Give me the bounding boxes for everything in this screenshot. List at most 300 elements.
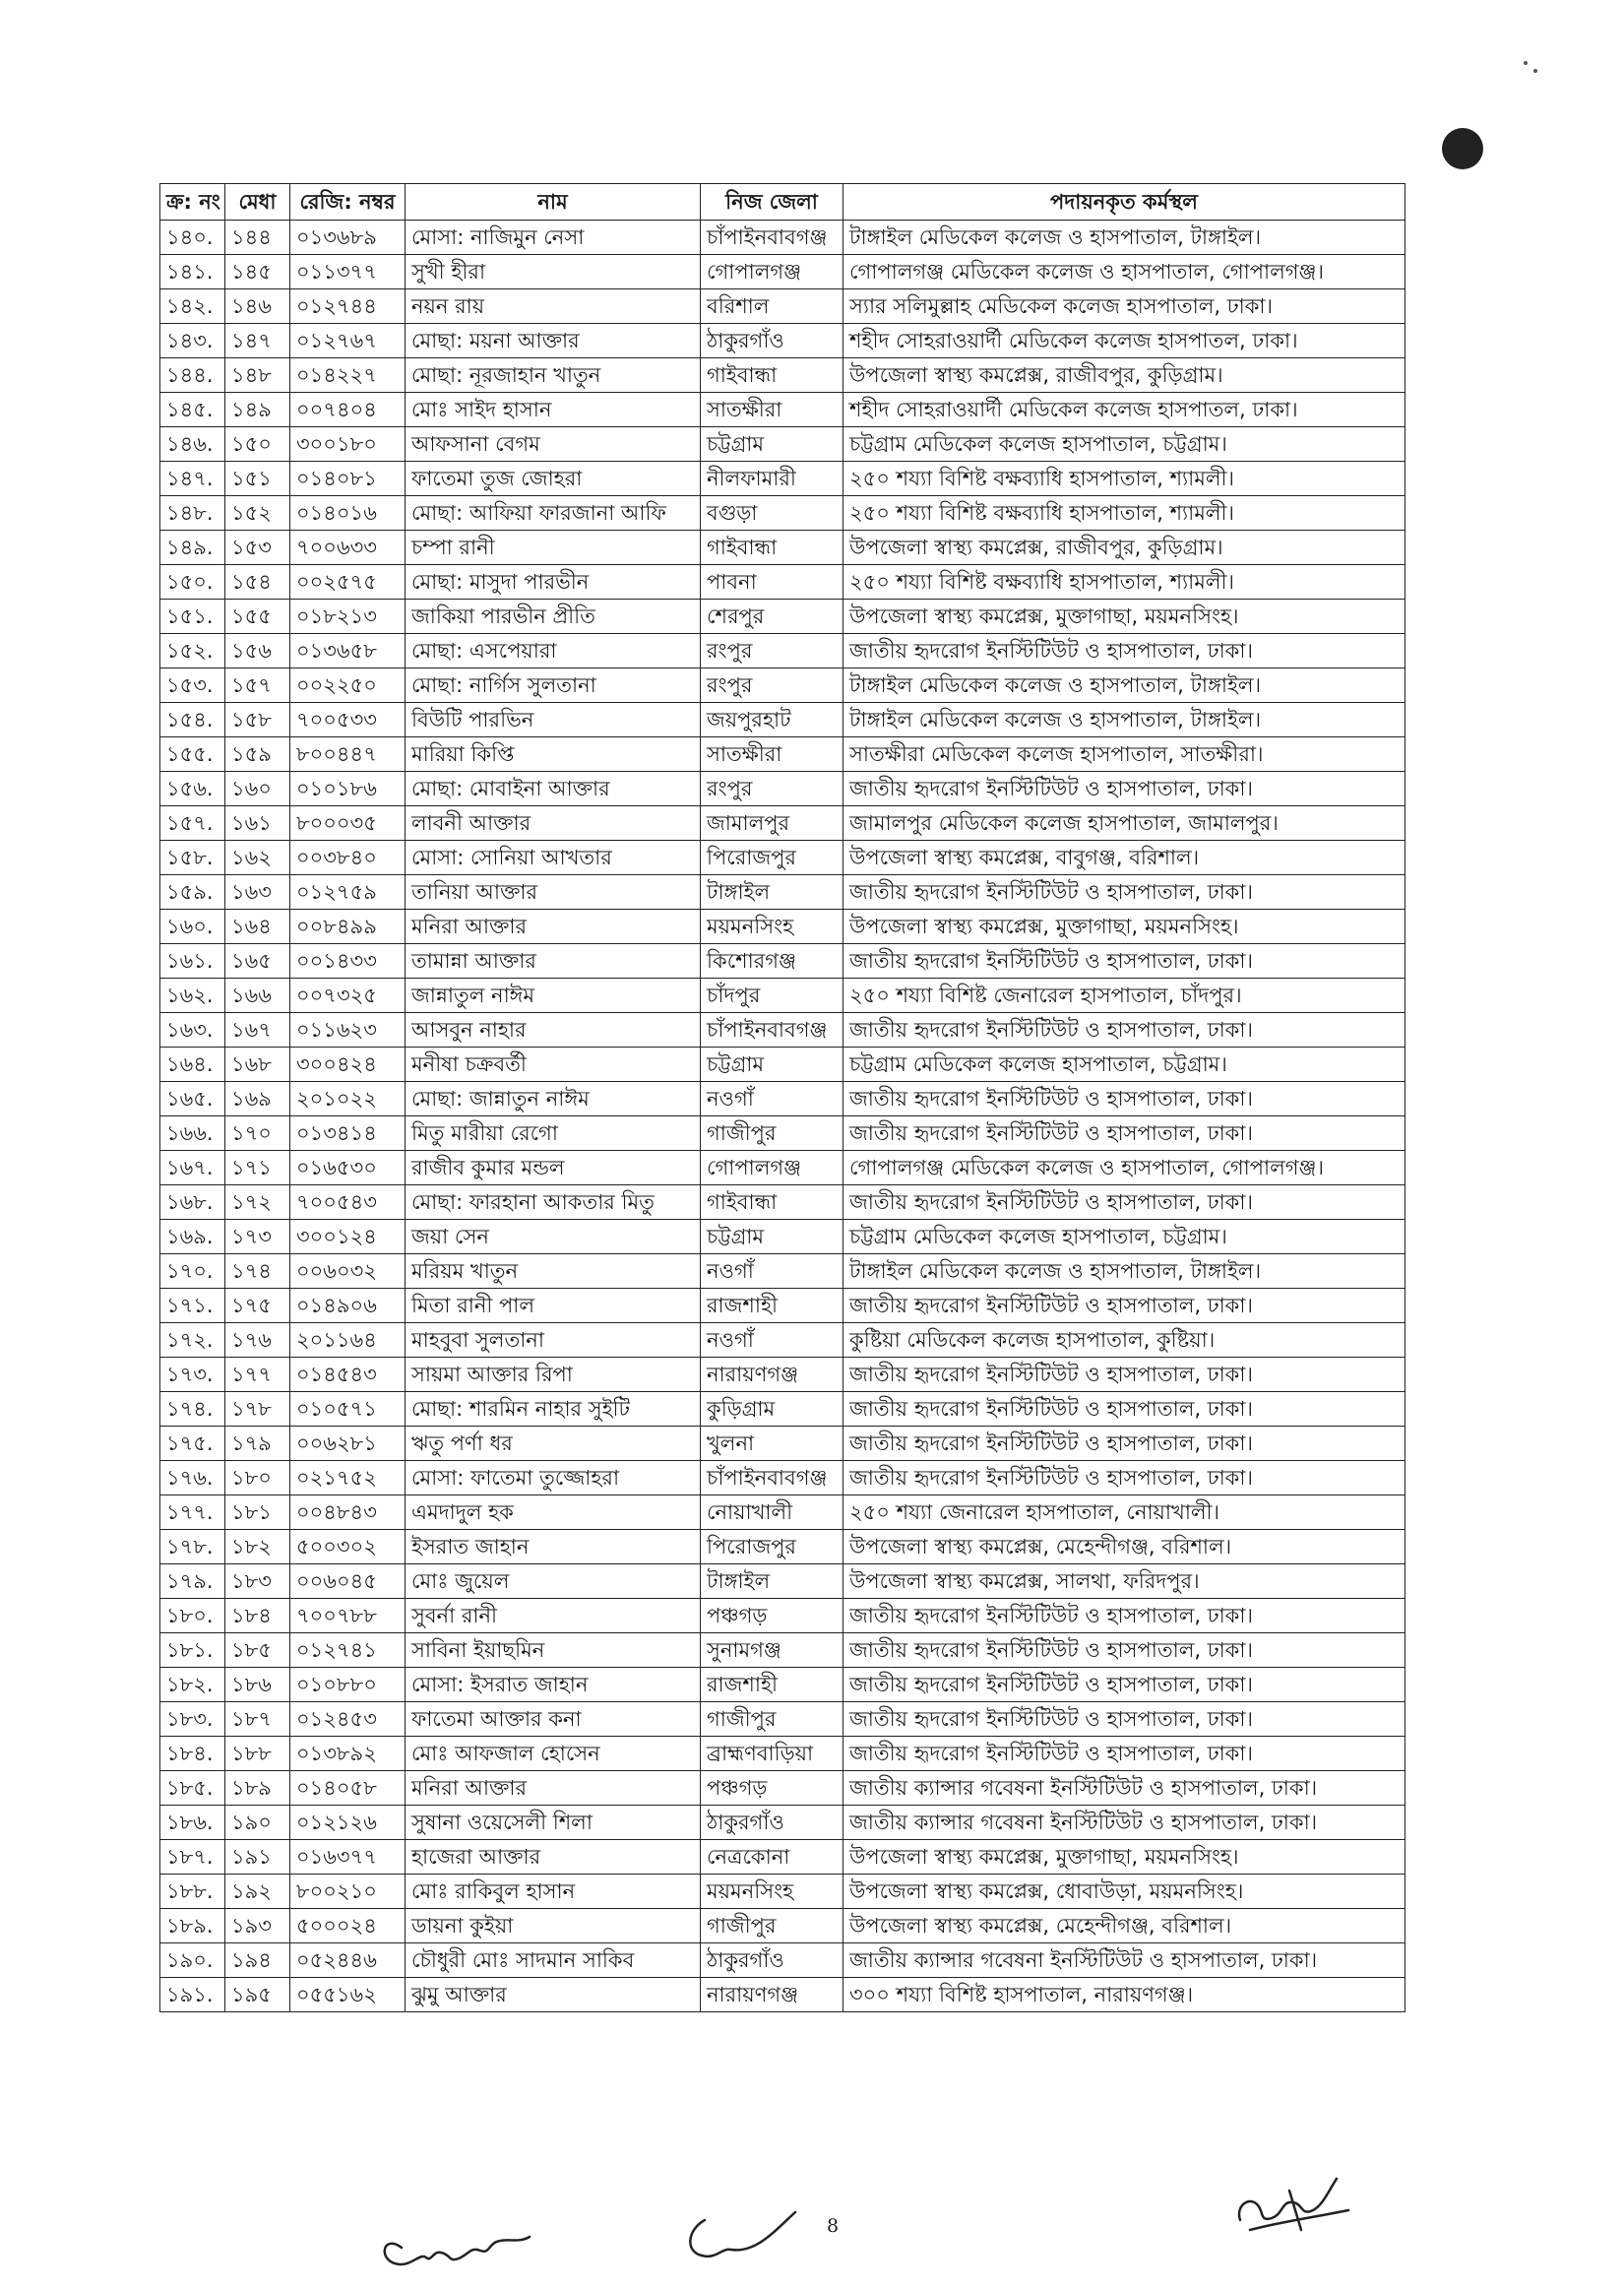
merit-cell: ১৫১: [225, 462, 290, 496]
posted-workplace-cell: উপজেলা স্বাস্থ্য কমপ্লেক্স, ধোবাউড়া, ময়মনসিংহ।: [843, 1875, 1405, 1909]
posted-workplace-cell: গোপালগঞ্জ মেডিকেল কলেজ ও হাসপাতাল, গোপালগঞ্জ।: [843, 255, 1405, 289]
home-district-cell: গাজীপুর: [701, 1702, 843, 1737]
reg-number-cell: ৩০০১৮০: [290, 427, 406, 462]
posted-workplace-cell: জাতীয় হৃদরোগ ইনস্টিটিউট ও হাসপাতাল, ঢাকা।: [843, 1013, 1405, 1048]
posted-workplace-cell: জাতীয় ক্যান্সার গবেষনা ইনস্টিটিউট ও হাসপাতাল, ঢাকা।: [843, 1943, 1405, 1978]
posted-workplace-cell: ৩০০ শয্যা বিশিষ্ট হাসপাতাল, নারায়ণগঞ্জ।: [843, 1978, 1405, 2012]
name-cell: ঝুমু আক্তার: [406, 1978, 701, 2012]
reg-number-cell: ০১০৮৮০: [290, 1668, 406, 1702]
home-district-cell: গোপালগঞ্জ: [701, 1151, 843, 1185]
reg-number-cell: ০১৪৯০৬: [290, 1289, 406, 1323]
name-cell: মনিরা আক্তার: [406, 1771, 701, 1806]
reg-number-cell: ০১৩৪১৪: [290, 1116, 406, 1151]
serial-cell: ১৫২.: [160, 634, 225, 668]
table-row: [160, 393, 1405, 427]
merit-cell: ১৮০: [225, 1461, 290, 1495]
name-cell: সুবর্না রানী: [406, 1599, 701, 1633]
reg-number-cell: ০১১৬২৩: [290, 1013, 406, 1048]
home-district-cell: ব্রাহ্মণবাড়িয়া: [701, 1737, 843, 1771]
home-district-cell: নারায়ণগঞ্জ: [701, 1358, 843, 1392]
name-cell: মারিয়া কিপ্তি: [406, 737, 701, 772]
merit-cell: ১৫০: [225, 427, 290, 462]
table-row: [160, 1599, 1405, 1633]
posted-workplace-cell: টাঙ্গাইল মেডিকেল কলেজ ও হাসপাতাল, টাঙ্গাইল।: [843, 668, 1405, 703]
home-district-cell: ঠাকুরগাঁও: [701, 1806, 843, 1840]
home-district-cell: সাতক্ষীরা: [701, 393, 843, 427]
merit-cell: ১৮২: [225, 1530, 290, 1564]
home-district-cell: কিশোরগঞ্জ: [701, 944, 843, 979]
merit-cell: ১৭৬: [225, 1323, 290, 1358]
reg-number-cell: ০১২১২৬: [290, 1806, 406, 1840]
merit-cell: ১৪৬: [225, 289, 290, 324]
name-cell: ফাতেমা আক্তার কনা: [406, 1702, 701, 1737]
serial-cell: ১৬৬.: [160, 1116, 225, 1151]
serial-cell: ১৮১.: [160, 1633, 225, 1668]
merit-cell: ১৫৩: [225, 531, 290, 565]
name-cell: রাজীব কুমার মন্ডল: [406, 1151, 701, 1185]
table-row: [160, 1978, 1405, 2012]
posted-workplace-cell: ২৫০ শয্যা বিশিষ্ট বক্ষব্যাধি হাসপাতাল, শ্যামলী।: [843, 565, 1405, 600]
name-cell: মোছা: নূরজাহান খাতুন: [406, 358, 701, 393]
serial-cell: ১৬৪.: [160, 1048, 225, 1082]
table-row: [160, 841, 1405, 875]
serial-cell: ১৬৩.: [160, 1013, 225, 1048]
merit-cell: ১৮৪: [225, 1599, 290, 1633]
reg-number-cell: ০০২২৫০: [290, 668, 406, 703]
reg-number-cell: ০১৪৫৪৩: [290, 1358, 406, 1392]
table-row: [160, 565, 1405, 600]
home-district-cell: জামালপুর: [701, 806, 843, 841]
name-cell: মোছা: ফারহানা আকতার মিতু: [406, 1185, 701, 1220]
merit-cell: ১৭৯: [225, 1427, 290, 1461]
serial-cell: ১৮৩.: [160, 1702, 225, 1737]
serial-cell: ১৪৯.: [160, 531, 225, 565]
posted-workplace-cell: উপজেলা স্বাস্থ্য কমপ্লেক্স, মেহেন্দীগঞ্জ, বরিশাল।: [843, 1909, 1405, 1943]
posted-workplace-cell: জাতীয় হৃদরোগ ইনস্টিটিউট ও হাসপাতাল, ঢাকা।: [843, 1461, 1405, 1495]
posted-workplace-cell: জাতীয় হৃদরোগ ইনস্টিটিউট ও হাসপাতাল, ঢাকা।: [843, 1633, 1405, 1668]
serial-cell: ১৪১.: [160, 255, 225, 289]
reg-number-cell: ০০২৫৭৫: [290, 565, 406, 600]
home-district-cell: টাঙ্গাইল: [701, 875, 843, 910]
table-row: [160, 668, 1405, 703]
home-district-cell: গাইবান্ধা: [701, 1185, 843, 1220]
name-cell: তামান্না আক্তার: [406, 944, 701, 979]
serial-cell: ১৪৪.: [160, 358, 225, 393]
home-district-cell: ঠাকুরগাঁও: [701, 1943, 843, 1978]
reg-number-cell: ০১৩৬৫৮: [290, 634, 406, 668]
table-row: [160, 1495, 1405, 1530]
posted-workplace-cell: ২৫০ শয্যা বিশিষ্ট বক্ষব্যাধি হাসপাতাল, শ্যামলী।: [843, 496, 1405, 531]
serial-cell: ১৫৪.: [160, 703, 225, 737]
serial-cell: ১৭৪.: [160, 1392, 225, 1427]
serial-cell: ১৫০.: [160, 565, 225, 600]
table-row: [160, 1082, 1405, 1116]
posted-workplace-cell: জাতীয় হৃদরোগ ইনস্টিটিউট ও হাসপাতাল, ঢাকা।: [843, 1358, 1405, 1392]
name-cell: ইসরাত জাহান: [406, 1530, 701, 1564]
merit-cell: ১৬২: [225, 841, 290, 875]
table-row: [160, 289, 1405, 324]
signature-2: [677, 2191, 805, 2269]
reg-number-cell: ০১২৭৪৪: [290, 289, 406, 324]
reg-number-cell: ৮০০২১০: [290, 1875, 406, 1909]
name-cell: মোঃ আফজাল হোসেন: [406, 1737, 701, 1771]
posted-workplace-cell: জাতীয় হৃদরোগ ইনস্টিটিউট ও হাসপাতাল, ঢাকা।: [843, 944, 1405, 979]
header-posted-workplace: পদায়নকৃত কর্মস্থল: [843, 184, 1405, 221]
merit-cell: ১৪৭: [225, 324, 290, 358]
home-district-cell: কুড়িগ্রাম: [701, 1392, 843, 1427]
home-district-cell: জয়পুরহাট: [701, 703, 843, 737]
home-district-cell: চট্টগ্রাম: [701, 427, 843, 462]
posted-workplace-cell: জাতীয় হৃদরোগ ইনস্টিটিউট ও হাসপাতাল, ঢাকা।: [843, 1116, 1405, 1151]
table-row: [160, 944, 1405, 979]
reg-number-cell: ৩০০১২৪: [290, 1220, 406, 1254]
name-cell: মোছা: নার্গিস সুলতানা: [406, 668, 701, 703]
reg-number-cell: ০০৬০৩২: [290, 1254, 406, 1289]
reg-number-cell: ৭০০৫৩৩: [290, 703, 406, 737]
name-cell: মোসা: নাজিমুন নেসা: [406, 221, 701, 255]
posted-workplace-cell: চট্টগ্রাম মেডিকেল কলেজ হাসপাতাল, চট্টগ্রাম।: [843, 427, 1405, 462]
table-row: [160, 910, 1405, 944]
merit-cell: ১৯৩: [225, 1909, 290, 1943]
merit-cell: ১৭৩: [225, 1220, 290, 1254]
table-row: [160, 1943, 1405, 1978]
punch-hole-mark: [1442, 128, 1483, 169]
merit-cell: ১৭৭: [225, 1358, 290, 1392]
home-district-cell: নওগাঁ: [701, 1323, 843, 1358]
reg-number-cell: ৫০০০২৪: [290, 1909, 406, 1943]
home-district-cell: পিরোজপুর: [701, 1530, 843, 1564]
name-cell: মিতা রানী পাল: [406, 1289, 701, 1323]
posted-workplace-cell: ২৫০ শয্যা বিশিষ্ট বক্ষব্যাধি হাসপাতাল, শ্যামলী।: [843, 462, 1405, 496]
home-district-cell: টাঙ্গাইল: [701, 1564, 843, 1599]
home-district-cell: সুনামগঞ্জ: [701, 1633, 843, 1668]
home-district-cell: গাজীপুর: [701, 1116, 843, 1151]
name-cell: চম্পা রানী: [406, 531, 701, 565]
header-reg-number: রেজি: নম্বর: [290, 184, 406, 221]
home-district-cell: চট্টগ্রাম: [701, 1048, 843, 1082]
posted-workplace-cell: ২৫০ শয্যা জেনারেল হাসপাতাল, নোয়াখালী।: [843, 1495, 1405, 1530]
merit-cell: ১৭২: [225, 1185, 290, 1220]
posted-workplace-cell: উপজেলা স্বাস্থ্য কমপ্লেক্স, মেহেন্দীগঞ্জ, বরিশাল।: [843, 1530, 1405, 1564]
home-district-cell: চাঁপাইনবাবগঞ্জ: [701, 1461, 843, 1495]
table-row: [160, 1633, 1405, 1668]
home-district-cell: গাইবান্ধা: [701, 531, 843, 565]
reg-number-cell: ৮০০০৩৫: [290, 806, 406, 841]
posted-workplace-cell: জাতীয় হৃদরোগ ইনস্টিটিউট ও হাসপাতাল, ঢাকা।: [843, 1599, 1405, 1633]
serial-cell: ১৯১.: [160, 1978, 225, 2012]
serial-cell: ১৮৮.: [160, 1875, 225, 1909]
serial-cell: ১৮২.: [160, 1668, 225, 1702]
reg-number-cell: ০১০৫৭১: [290, 1392, 406, 1427]
posted-workplace-cell: উপজেলা স্বাস্থ্য কমপ্লেক্স, সালথা, ফরিদপুর।: [843, 1564, 1405, 1599]
name-cell: মনীষা চক্রবর্তী: [406, 1048, 701, 1082]
serial-cell: ১৪৮.: [160, 496, 225, 531]
paper-speck: [1524, 61, 1528, 65]
reg-number-cell: ৫০০৩০২: [290, 1530, 406, 1564]
table-row: [160, 1323, 1405, 1358]
merit-cell: ১৫৬: [225, 634, 290, 668]
table-row: [160, 221, 1405, 255]
home-district-cell: রংপুর: [701, 634, 843, 668]
header-home-district: নিজ জেলা: [701, 184, 843, 221]
header-name: নাম: [406, 184, 701, 221]
home-district-cell: বরিশাল: [701, 289, 843, 324]
reg-number-cell: ০১২৪৫৩: [290, 1702, 406, 1737]
name-cell: লাবনী আক্তার: [406, 806, 701, 841]
name-cell: ফাতেমা তুজ জোহরা: [406, 462, 701, 496]
posted-workplace-cell: চট্টগ্রাম মেডিকেল কলেজ হাসপাতাল, চট্টগ্রাম।: [843, 1220, 1405, 1254]
home-district-cell: নেত্রকোনা: [701, 1840, 843, 1875]
signature-1: [372, 2203, 559, 2282]
serial-cell: ১৭৫.: [160, 1427, 225, 1461]
merit-cell: ১৮৭: [225, 1702, 290, 1737]
table-row: [160, 1048, 1405, 1082]
serial-cell: ১৬৯.: [160, 1220, 225, 1254]
merit-cell: ১৭৮: [225, 1392, 290, 1427]
serial-cell: ১৪৫.: [160, 393, 225, 427]
table-row: [160, 531, 1405, 565]
serial-cell: ১৮৯.: [160, 1909, 225, 1943]
table-row: [160, 1116, 1405, 1151]
table-row: [160, 1737, 1405, 1771]
name-cell: মোসা: সোনিয়া আখতার: [406, 841, 701, 875]
home-district-cell: খুলনা: [701, 1427, 843, 1461]
merit-cell: ১৪৫: [225, 255, 290, 289]
merit-cell: ১৭১: [225, 1151, 290, 1185]
name-cell: মোঃ রাকিবুল হাসান: [406, 1875, 701, 1909]
merit-cell: ১৭০: [225, 1116, 290, 1151]
posted-workplace-cell: কুষ্টিয়া মেডিকেল কলেজ হাসপাতাল, কুষ্টিয়া।: [843, 1323, 1405, 1358]
merit-cell: ১৫৭: [225, 668, 290, 703]
posted-workplace-cell: জাতীয় হৃদরোগ ইনস্টিটিউট ও হাসপাতাল, ঢাকা।: [843, 634, 1405, 668]
posted-workplace-cell: ২৫০ শয্যা বিশিষ্ট জেনারেল হাসপাতাল, চাঁদপুর।: [843, 979, 1405, 1013]
page-number: 8: [827, 2215, 840, 2237]
table-row: [160, 1840, 1405, 1875]
posted-workplace-cell: জাতীয় হৃদরোগ ইনস্টিটিউট ও হাসপাতাল, ঢাকা।: [843, 1185, 1405, 1220]
serial-cell: ১৬৮.: [160, 1185, 225, 1220]
home-district-cell: ময়মনসিংহ: [701, 1875, 843, 1909]
home-district-cell: রাজশাহী: [701, 1289, 843, 1323]
serial-cell: ১৭৩.: [160, 1358, 225, 1392]
home-district-cell: নীলফামারী: [701, 462, 843, 496]
serial-cell: ১৪৬.: [160, 427, 225, 462]
merit-cell: ১৯৫: [225, 1978, 290, 2012]
serial-cell: ১৭৬.: [160, 1461, 225, 1495]
name-cell: এমদাদুল হক: [406, 1495, 701, 1530]
table-row: [160, 1461, 1405, 1495]
name-cell: জান্নাতুল নাঈম: [406, 979, 701, 1013]
merit-cell: ১৪৪: [225, 221, 290, 255]
home-district-cell: রংপুর: [701, 668, 843, 703]
table-header-row: [160, 184, 1405, 221]
serial-cell: ১৮৪.: [160, 1737, 225, 1771]
posted-workplace-cell: জাতীয় ক্যান্সার গবেষনা ইনস্টিটিউট ও হাসপাতাল, ঢাকা।: [843, 1806, 1405, 1840]
merit-cell: ১৮৮: [225, 1737, 290, 1771]
posted-workplace-cell: জাতীয় হৃদরোগ ইনস্টিটিউট ও হাসপাতাল, ঢাকা।: [843, 1427, 1405, 1461]
reg-number-cell: ২০১০২২: [290, 1082, 406, 1116]
table-row: [160, 1220, 1405, 1254]
posted-workplace-cell: জাতীয় হৃদরোগ ইনস্টিটিউট ও হাসপাতাল, ঢাকা।: [843, 1082, 1405, 1116]
table-row: [160, 1392, 1405, 1427]
reg-number-cell: ৩০০৪২৪: [290, 1048, 406, 1082]
merit-cell: ১৬৩: [225, 875, 290, 910]
serial-cell: ১৪০.: [160, 221, 225, 255]
posted-workplace-cell: টাঙ্গাইল মেডিকেল কলেজ ও হাসপাতাল, টাঙ্গাইল।: [843, 221, 1405, 255]
merit-cell: ১৮১: [225, 1495, 290, 1530]
reg-number-cell: ০২১৭৫২: [290, 1461, 406, 1495]
serial-cell: ১৭১.: [160, 1289, 225, 1323]
paper-speck: [1533, 69, 1537, 73]
posted-workplace-cell: উপজেলা স্বাস্থ্য কমপ্লেক্স, রাজীবপুর, কুড়িগ্রাম।: [843, 358, 1405, 393]
posted-workplace-cell: জাতীয় হৃদরোগ ইনস্টিটিউট ও হাসপাতাল, ঢাকা।: [843, 1668, 1405, 1702]
reg-number-cell: ০৫৫১৬২: [290, 1978, 406, 2012]
name-cell: সুখী হীরা: [406, 255, 701, 289]
name-cell: মরিয়ম খাতুন: [406, 1254, 701, 1289]
name-cell: ডায়না কুইয়া: [406, 1909, 701, 1943]
merit-cell: ১৫৮: [225, 703, 290, 737]
name-cell: বিউটি পারভিন: [406, 703, 701, 737]
serial-cell: ১৪৩.: [160, 324, 225, 358]
name-cell: আফসানা বেগম: [406, 427, 701, 462]
serial-cell: ১৫১.: [160, 600, 225, 634]
serial-cell: ১৭২.: [160, 1323, 225, 1358]
table-row: [160, 806, 1405, 841]
header-merit: মেধা: [225, 184, 290, 221]
home-district-cell: চাঁপাইনবাবগঞ্জ: [701, 221, 843, 255]
home-district-cell: চট্টগ্রাম: [701, 1220, 843, 1254]
name-cell: আসবুন নাহার: [406, 1013, 701, 1048]
reg-number-cell: ০০৭৩২৫: [290, 979, 406, 1013]
serial-cell: ১৫৮.: [160, 841, 225, 875]
reg-number-cell: ০১৩৮৯২: [290, 1737, 406, 1771]
posted-workplace-cell: টাঙ্গাইল মেডিকেল কলেজ ও হাসপাতাল, টাঙ্গাইল।: [843, 703, 1405, 737]
merit-cell: ১৬৪: [225, 910, 290, 944]
table-row: [160, 1771, 1405, 1806]
table-row: [160, 703, 1405, 737]
posted-workplace-cell: উপজেলা স্বাস্থ্য কমপ্লেক্স, মুক্তাগাছা, ময়মনসিংহ।: [843, 600, 1405, 634]
serial-cell: ১৫৭.: [160, 806, 225, 841]
name-cell: চৌধুরী মোঃ সাদমান সাকিব: [406, 1943, 701, 1978]
name-cell: নয়ন রায়: [406, 289, 701, 324]
name-cell: মোসা: ফাতেমা তুজ্জোহরা: [406, 1461, 701, 1495]
table-row: [160, 1806, 1405, 1840]
serial-cell: ১৫৯.: [160, 875, 225, 910]
reg-number-cell: ০১২৭৬৭: [290, 324, 406, 358]
table-row: [160, 255, 1405, 289]
header-serial: ক্র: নং: [160, 184, 225, 221]
posted-workplace-cell: গোপালগঞ্জ মেডিকেল কলেজ ও হাসপাতাল, গোপালগঞ্জ।: [843, 1151, 1405, 1185]
table-row: [160, 1875, 1405, 1909]
reg-number-cell: ০০৬২৮১: [290, 1427, 406, 1461]
home-district-cell: নওগাঁ: [701, 1254, 843, 1289]
merit-cell: ১৬৫: [225, 944, 290, 979]
merit-cell: ১৯২: [225, 1875, 290, 1909]
home-district-cell: নোয়াখালী: [701, 1495, 843, 1530]
posted-workplace-cell: জাতীয় হৃদরোগ ইনস্টিটিউট ও হাসপাতাল, ঢাকা।: [843, 1392, 1405, 1427]
posted-workplace-cell: শহীদ সোহরাওয়ার্দী মেডিকেল কলেজ হাসপাতল, ঢাকা।: [843, 393, 1405, 427]
posted-workplace-cell: জামালপুর মেডিকেল কলেজ হাসপাতাল, জামালপুর।: [843, 806, 1405, 841]
serial-cell: ১৮৭.: [160, 1840, 225, 1875]
merit-cell: ১৫২: [225, 496, 290, 531]
name-cell: মোছা: মোবাইনা আক্তার: [406, 772, 701, 806]
table-row: [160, 427, 1405, 462]
serial-cell: ১৫৫.: [160, 737, 225, 772]
home-district-cell: পঞ্চগড়: [701, 1771, 843, 1806]
posted-workplace-cell: জাতীয় হৃদরোগ ইনস্টিটিউট ও হাসপাতাল, ঢাকা।: [843, 772, 1405, 806]
table-row: [160, 979, 1405, 1013]
merit-cell: ১৬৯: [225, 1082, 290, 1116]
table-row: [160, 358, 1405, 393]
reg-number-cell: ০০৪৮৪৩: [290, 1495, 406, 1530]
posted-workplace-cell: টাঙ্গাইল মেডিকেল কলেজ ও হাসপাতাল, টাঙ্গাইল।: [843, 1254, 1405, 1289]
posted-workplace-cell: স্যার সলিমুল্লাহ মেডিকেল কলেজ হাসপাতাল, ঢাকা।: [843, 289, 1405, 324]
serial-cell: ১৬৭.: [160, 1151, 225, 1185]
posted-workplace-cell: চট্টগ্রাম মেডিকেল কলেজ হাসপাতাল, চট্টগ্রাম।: [843, 1048, 1405, 1082]
table-row: [160, 737, 1405, 772]
table-row: [160, 1185, 1405, 1220]
serial-cell: ১৪৭.: [160, 462, 225, 496]
table-row: [160, 600, 1405, 634]
home-district-cell: পঞ্চগড়: [701, 1599, 843, 1633]
name-cell: মোছা: আফিয়া ফারজানা আফি: [406, 496, 701, 531]
name-cell: মোছা: ময়না আক্তার: [406, 324, 701, 358]
reg-number-cell: ০০৩৮৪০: [290, 841, 406, 875]
reg-number-cell: ০১৪০৮১: [290, 462, 406, 496]
merit-cell: ১৭৫: [225, 1289, 290, 1323]
serial-cell: ১৬১.: [160, 944, 225, 979]
home-district-cell: রংপুর: [701, 772, 843, 806]
reg-number-cell: ২০১১৬৪: [290, 1323, 406, 1358]
name-cell: তানিয়া আক্তার: [406, 875, 701, 910]
reg-number-cell: ০০১৪৩৩: [290, 944, 406, 979]
reg-number-cell: ৮০০৪৪৭: [290, 737, 406, 772]
reg-number-cell: ৭০০৬৩৩: [290, 531, 406, 565]
merit-cell: ১৮৫: [225, 1633, 290, 1668]
table-row: [160, 462, 1405, 496]
merit-cell: ১৯৪: [225, 1943, 290, 1978]
merit-cell: ১৯০: [225, 1806, 290, 1840]
table-row: [160, 1530, 1405, 1564]
serial-cell: ১৫৩.: [160, 668, 225, 703]
home-district-cell: সাতক্ষীরা: [701, 737, 843, 772]
home-district-cell: গাজীপুর: [701, 1909, 843, 1943]
name-cell: জাকিয়া পারভীন প্রীতি: [406, 600, 701, 634]
home-district-cell: ঠাকুরগাঁও: [701, 324, 843, 358]
table-row: [160, 1427, 1405, 1461]
home-district-cell: রাজশাহী: [701, 1668, 843, 1702]
table-row: [160, 1254, 1405, 1289]
merit-cell: ১৪৯: [225, 393, 290, 427]
reg-number-cell: ০১১৩৭৭: [290, 255, 406, 289]
merit-cell: ১৯১: [225, 1840, 290, 1875]
name-cell: মোছা: এসপেয়ারা: [406, 634, 701, 668]
reg-number-cell: ০৫২৪৪৬: [290, 1943, 406, 1978]
name-cell: সায়মা আক্তার রিপা: [406, 1358, 701, 1392]
reg-number-cell: ০১৩৬৮৯: [290, 221, 406, 255]
name-cell: মোছা: শারমিন নাহার সুইটি: [406, 1392, 701, 1427]
reg-number-cell: ০১২৭৪১: [290, 1633, 406, 1668]
home-district-cell: নওগাঁ: [701, 1082, 843, 1116]
serial-cell: ১৫৬.: [160, 772, 225, 806]
name-cell: মোঃ জুয়েল: [406, 1564, 701, 1599]
name-cell: সুষানা ওয়েসেলী শিলা: [406, 1806, 701, 1840]
posted-workplace-cell: উপজেলা স্বাস্থ্য কমপ্লেক্স, মুক্তাগাছা, ময়মনসিংহ।: [843, 1840, 1405, 1875]
reg-number-cell: ০১২৭৫৯: [290, 875, 406, 910]
name-cell: মোঃ সাইদ হাসান: [406, 393, 701, 427]
merit-cell: ১৮৬: [225, 1668, 290, 1702]
serial-cell: ১৭৭.: [160, 1495, 225, 1530]
table-row: [160, 1289, 1405, 1323]
